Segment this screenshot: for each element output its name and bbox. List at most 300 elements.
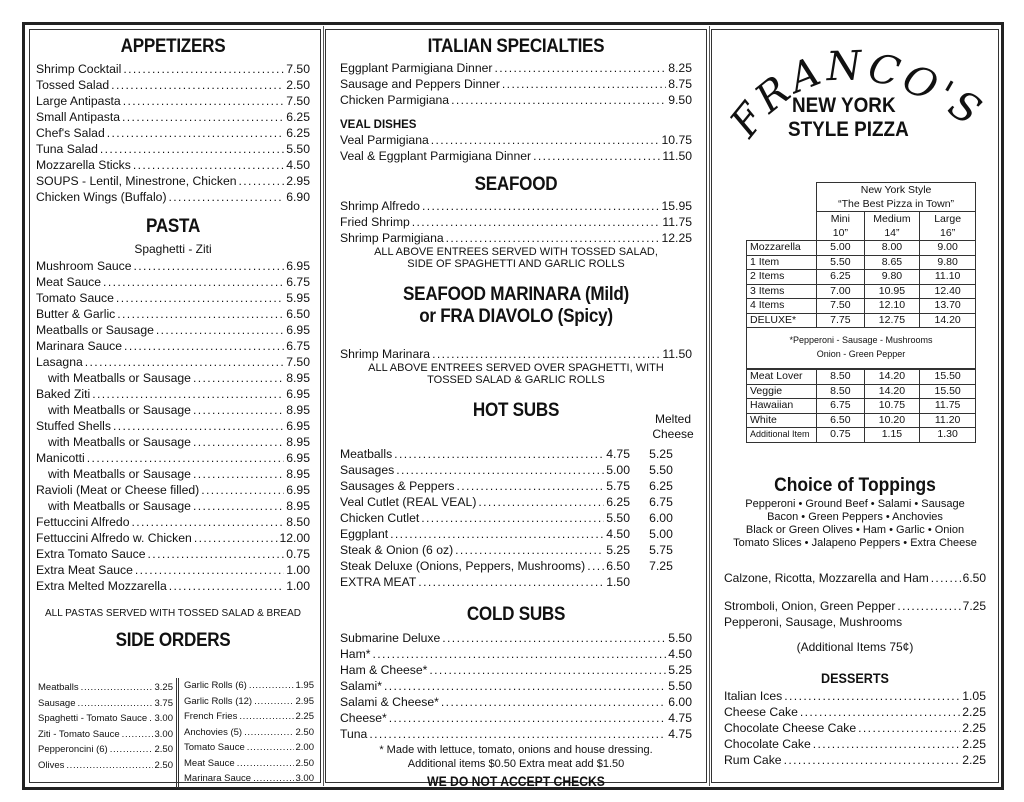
menu-item bbox=[36, 338, 310, 354]
item-name: Veal Parmigiana bbox=[340, 133, 429, 147]
menu-item bbox=[38, 742, 173, 758]
item-price: 6.95 bbox=[286, 259, 310, 273]
pizza-row bbox=[747, 284, 976, 299]
dot-leader bbox=[193, 434, 284, 450]
dot-leader bbox=[431, 132, 660, 148]
item-name: Ravioli (Meat or Cheese filled) bbox=[36, 483, 200, 497]
pasta-heading: PASTA bbox=[145, 216, 201, 237]
right-column bbox=[711, 29, 999, 783]
menu-item bbox=[36, 274, 310, 290]
menu-item bbox=[36, 189, 310, 205]
dot-leader bbox=[134, 258, 285, 274]
melted-cheese-price: 6.75 bbox=[649, 495, 673, 509]
marinara-heading-2: or FRA DIAVOLO (Spicy) bbox=[419, 306, 613, 327]
dot-leader bbox=[156, 322, 284, 338]
menu-item bbox=[340, 558, 692, 574]
item-name: Salami* bbox=[340, 679, 382, 693]
item-name: Fried Shrimp bbox=[340, 215, 410, 229]
item-price: 0.75 bbox=[286, 547, 310, 561]
cold-subs-heading: COLD SUBS bbox=[466, 604, 566, 625]
toppings-heading: Choice of Toppings bbox=[774, 475, 936, 496]
dot-leader bbox=[390, 526, 604, 542]
item-name: Manicotti bbox=[36, 451, 85, 465]
item-name: SOUPS - Lentil, Minestrone, Chicken bbox=[36, 174, 237, 188]
melted-cheese-price: 6.00 bbox=[649, 511, 673, 525]
pizza-price: 9.80 bbox=[920, 255, 976, 270]
menu-item bbox=[38, 758, 173, 774]
dot-leader bbox=[193, 370, 284, 386]
menu-item bbox=[340, 230, 692, 246]
pizza-row bbox=[747, 370, 976, 385]
dot-leader bbox=[169, 578, 285, 594]
side-orders-heading: SIDE ORDERS bbox=[115, 630, 231, 651]
pizza-row-label: 2 Items bbox=[747, 270, 817, 285]
menu-item bbox=[38, 696, 173, 712]
dot-leader bbox=[123, 61, 284, 77]
dot-leader bbox=[858, 720, 960, 736]
pizza-price-table bbox=[746, 182, 976, 443]
item-name: Meatballs bbox=[340, 447, 393, 461]
menu-item bbox=[724, 720, 986, 736]
pizza-price: 10.95 bbox=[864, 284, 920, 299]
dot-leader bbox=[135, 562, 284, 578]
item-name: Cheese* bbox=[340, 711, 387, 725]
item-price: 6.25 bbox=[286, 110, 310, 124]
deluxe-note-1: *Pepperoni - Sausage - Mushrooms bbox=[789, 335, 933, 345]
dot-leader bbox=[254, 694, 293, 710]
item-name: Shrimp Marinara bbox=[340, 347, 431, 361]
menu-item bbox=[36, 466, 310, 482]
item-price: 2.50 bbox=[295, 757, 314, 769]
item-name: Anchovies (5) bbox=[184, 726, 243, 738]
item-price: 12.00 bbox=[279, 531, 310, 545]
item-name: Rum Cake bbox=[724, 753, 782, 767]
pizza-price: 8.00 bbox=[864, 241, 920, 256]
item-price: 6.00 bbox=[668, 695, 692, 709]
pizza-price: 11.20 bbox=[920, 413, 976, 428]
dot-leader bbox=[442, 630, 666, 646]
menu-item bbox=[38, 711, 173, 727]
item-price: 2.95 bbox=[286, 174, 310, 188]
dot-leader bbox=[247, 740, 294, 756]
item-name: Tuna Salad bbox=[36, 142, 98, 156]
toppings-line-2: Bacon • Green Peppers • Anchovies bbox=[767, 511, 943, 523]
menu-item bbox=[36, 546, 310, 562]
left-column bbox=[29, 29, 321, 783]
pizza-row-label: Mozzarella bbox=[747, 241, 817, 256]
pizza-price: 10.20 bbox=[864, 413, 920, 428]
item-price: 3.75 bbox=[154, 697, 173, 709]
item-price: 5.50 bbox=[668, 679, 692, 693]
item-name: Shrimp Cocktail bbox=[36, 62, 122, 76]
appetizers-heading: APPETIZERS bbox=[120, 36, 226, 57]
menu-item bbox=[36, 125, 310, 141]
pizza-row-label: Meat Lover bbox=[747, 370, 817, 385]
menu-item bbox=[340, 710, 692, 726]
item-name: Marinara Sauce bbox=[36, 339, 123, 353]
menu-item bbox=[340, 92, 692, 108]
pizza-price: 12.75 bbox=[864, 313, 920, 328]
marinara-note-1: ALL ABOVE ENTREES SERVED OVER SPAGHETTI, WITH bbox=[368, 362, 664, 374]
size-inches: 10” bbox=[817, 226, 864, 241]
item-price: 6.95 bbox=[286, 483, 310, 497]
dot-leader bbox=[253, 771, 293, 787]
item-price: 4.50 bbox=[286, 158, 310, 172]
pizza-price: 8.50 bbox=[817, 384, 864, 399]
item-name: Mushroom Sauce bbox=[36, 259, 132, 273]
dot-leader bbox=[78, 696, 153, 712]
additional-items-note: (Additional Items 75¢) bbox=[796, 640, 914, 654]
menu-item bbox=[36, 370, 310, 386]
menu-item bbox=[36, 61, 310, 77]
item-name: Tossed Salad bbox=[36, 78, 110, 92]
menu-item bbox=[36, 578, 310, 594]
item-name: Butter & Garlic bbox=[36, 307, 116, 321]
veal-list bbox=[340, 132, 692, 164]
menu-item bbox=[184, 771, 314, 787]
dot-leader bbox=[533, 148, 660, 164]
dot-leader bbox=[194, 530, 278, 546]
menu-item bbox=[724, 688, 986, 704]
item-name: with Meatballs or Sausage bbox=[48, 435, 191, 449]
menu-item bbox=[340, 678, 692, 694]
menu-item bbox=[36, 77, 310, 93]
dot-leader bbox=[239, 709, 293, 725]
item-price: 5.50 bbox=[286, 142, 310, 156]
pizza-price: 12.10 bbox=[864, 299, 920, 314]
item-price: 8.95 bbox=[286, 467, 310, 481]
pizza-table-head-2: “The Best Pizza in Town” bbox=[817, 197, 976, 212]
pizza-price: 5.50 bbox=[817, 255, 864, 270]
pizza-row bbox=[747, 299, 976, 314]
item-price: 2.95 bbox=[295, 695, 314, 707]
brand-name: FRANCO'S bbox=[721, 42, 993, 146]
item-name: Eggplant bbox=[340, 527, 389, 541]
item-price: 2.50 bbox=[154, 759, 173, 771]
item-price: 3.25 bbox=[154, 682, 173, 693]
menu-item bbox=[340, 662, 692, 678]
menu-sheet bbox=[22, 22, 1004, 790]
dot-leader bbox=[249, 678, 294, 694]
item-name: Chicken Wings (Buffalo) bbox=[36, 190, 167, 204]
brand-logo bbox=[712, 30, 1000, 160]
brand-line-1: NEW YORK bbox=[792, 94, 896, 117]
menu-item bbox=[36, 322, 310, 338]
item-name: Large Antipasta bbox=[36, 94, 121, 108]
pizza-row-label: 4 Items bbox=[747, 299, 817, 314]
item-price: 4.50 bbox=[668, 647, 692, 661]
pasta-subtitle: Spaghetti - Ziti bbox=[134, 242, 212, 256]
menu-item bbox=[340, 132, 692, 148]
veal-heading: VEAL DISHES bbox=[340, 119, 417, 131]
item-price: 1.95 bbox=[295, 680, 314, 691]
pasta-list bbox=[36, 258, 310, 594]
dot-leader bbox=[237, 756, 294, 772]
item-price: 11.75 bbox=[662, 215, 692, 229]
item-price: 3.00 bbox=[295, 773, 314, 784]
dot-leader bbox=[124, 338, 284, 354]
item-price: 2.50 bbox=[295, 726, 314, 738]
menu-item bbox=[340, 694, 692, 710]
item-price: 11.50 bbox=[662, 347, 692, 361]
item-name: Steak & Onion (6 oz) bbox=[340, 543, 454, 557]
menu-item bbox=[340, 462, 692, 478]
item-name: with Meatballs or Sausage bbox=[48, 467, 191, 481]
deluxe-note-2: Onion - Green Pepper bbox=[816, 349, 906, 359]
pizza-price: 7.50 bbox=[817, 299, 864, 314]
menu-item bbox=[340, 214, 692, 230]
pizza-price: 15.50 bbox=[920, 370, 976, 385]
item-name: Meatballs or Sausage bbox=[36, 323, 154, 337]
pizza-price: 9.80 bbox=[864, 270, 920, 285]
item-name: Tomato Sauce bbox=[36, 291, 114, 305]
size-name: Large bbox=[920, 212, 976, 227]
dot-leader bbox=[107, 125, 285, 141]
dot-leader bbox=[784, 752, 961, 768]
item-price: 5.75 bbox=[606, 479, 630, 493]
dot-leader bbox=[432, 346, 660, 362]
menu-item bbox=[36, 482, 310, 498]
item-name: Chocolate Cheese Cake bbox=[724, 721, 857, 735]
menu-item bbox=[36, 386, 310, 402]
dot-leader bbox=[122, 109, 284, 125]
item-price: 1.50 bbox=[606, 575, 630, 589]
size-name: Mini bbox=[817, 212, 864, 227]
menu-item bbox=[724, 704, 986, 720]
menu-item bbox=[340, 574, 692, 590]
dot-leader bbox=[446, 230, 660, 246]
dot-leader bbox=[800, 704, 960, 720]
item-price: 6.95 bbox=[286, 323, 310, 337]
dot-leader bbox=[451, 92, 666, 108]
dot-leader bbox=[193, 402, 284, 418]
hot-subs-heading: HOT SUBS bbox=[472, 400, 560, 421]
item-price: 8.50 bbox=[286, 515, 310, 529]
item-name: Mozzarella Sticks bbox=[36, 158, 131, 172]
melted-cheese-label-1: Melted bbox=[654, 412, 692, 426]
dot-leader bbox=[369, 726, 666, 742]
item-name: Fettuccini Alfredo w. Chicken bbox=[36, 531, 192, 545]
item-price: 8.25 bbox=[668, 61, 692, 75]
item-price: 8.95 bbox=[286, 499, 310, 513]
item-price: 3.00 bbox=[154, 728, 173, 740]
dot-leader bbox=[111, 77, 284, 93]
pizza-price: 7.00 bbox=[817, 284, 864, 299]
pizza-price: 14.20 bbox=[864, 384, 920, 399]
item-name: Tomato Sauce bbox=[184, 742, 245, 753]
side-orders-divider bbox=[176, 678, 179, 788]
italian-list bbox=[340, 60, 692, 108]
item-name: Fettuccini Alfredo bbox=[36, 515, 130, 529]
menu-item bbox=[340, 630, 692, 646]
item-name: Sausage bbox=[38, 697, 76, 709]
item-price: 2.25 bbox=[962, 737, 986, 751]
menu-item bbox=[184, 725, 314, 741]
cold-subs-note-2: Additional items $0.50 Extra meat add $1.50 bbox=[407, 758, 625, 770]
item-price: 7.50 bbox=[286, 62, 310, 76]
item-price: 2.25 bbox=[962, 753, 986, 767]
item-price: 1.00 bbox=[286, 579, 310, 593]
menu-item bbox=[36, 434, 310, 450]
side-orders-left bbox=[38, 680, 173, 773]
pizza-row bbox=[747, 241, 976, 256]
pizza-row-label: DELUXE* bbox=[747, 313, 817, 328]
menu-item bbox=[36, 530, 310, 546]
item-name: French Fries bbox=[184, 711, 238, 722]
menu-item bbox=[36, 258, 310, 274]
menu-item bbox=[340, 346, 692, 362]
dot-leader bbox=[455, 542, 604, 558]
menu-item bbox=[36, 109, 310, 125]
item-name: Extra Tomato Sauce bbox=[36, 547, 146, 561]
item-name: Garlic Rolls (12) bbox=[184, 695, 253, 707]
menu-item bbox=[184, 678, 314, 694]
item-price: 5.50 bbox=[606, 511, 630, 525]
pizza-table-head-1: New York Style bbox=[817, 183, 976, 198]
item-name: Cheese Cake bbox=[724, 705, 798, 719]
menu-item bbox=[340, 542, 692, 558]
pizza-price: 13.70 bbox=[920, 299, 976, 314]
pizza-price: 8.65 bbox=[864, 255, 920, 270]
italian-heading: ITALIAN SPECIALTIES bbox=[427, 36, 605, 57]
marinara-note-2: TOSSED SALAD & GARLIC ROLLS bbox=[427, 374, 605, 386]
pizza-price: 15.50 bbox=[920, 384, 976, 399]
melted-cheese-price: 5.00 bbox=[649, 527, 673, 541]
item-name: with Meatballs or Sausage bbox=[48, 499, 191, 513]
appetizers-list bbox=[36, 61, 310, 205]
desserts-list bbox=[724, 688, 986, 768]
item-name: Tuna bbox=[340, 727, 368, 741]
menu-item bbox=[36, 354, 310, 370]
item-price: 1.05 bbox=[962, 689, 986, 703]
item-price: 4.75 bbox=[668, 711, 692, 725]
item-name: Spaghetti - Tomato Sauce bbox=[38, 713, 148, 724]
item-name: Italian Ices bbox=[724, 689, 783, 703]
item-name: Garlic Rolls (6) bbox=[184, 680, 247, 691]
menu-item bbox=[36, 173, 310, 189]
marinara-heading-1: SEAFOOD MARINARA (Mild) bbox=[403, 284, 629, 305]
middle-column bbox=[325, 29, 707, 789]
item-name: Steak Deluxe (Onions, Peppers, Mushrooms) bbox=[340, 559, 586, 573]
item-price: 5.00 bbox=[606, 463, 630, 477]
item-price: 2.00 bbox=[295, 742, 314, 753]
pizza-row-label: 1 Item bbox=[747, 255, 817, 270]
menu-item bbox=[340, 76, 692, 92]
dot-leader bbox=[372, 646, 666, 662]
item-name: with Meatballs or Sausage bbox=[48, 403, 191, 417]
item-name: Stuffed Shells bbox=[36, 419, 111, 433]
menu-item bbox=[724, 736, 986, 752]
item-name: Chicken Cutlet bbox=[340, 511, 420, 525]
menu-item bbox=[340, 494, 692, 510]
item-price: 2.50 bbox=[286, 78, 310, 92]
dot-leader bbox=[149, 711, 152, 727]
menu-item bbox=[184, 740, 314, 756]
item-name: Ziti - Tomato Sauce bbox=[38, 728, 120, 740]
item-price: 6.95 bbox=[286, 387, 310, 401]
dot-leader bbox=[384, 678, 666, 694]
dot-leader bbox=[813, 736, 961, 752]
dot-leader bbox=[116, 290, 284, 306]
dot-leader bbox=[100, 141, 284, 157]
menu-item bbox=[36, 418, 310, 434]
menu-item bbox=[340, 510, 692, 526]
item-price: 2.25 bbox=[295, 711, 314, 722]
dot-leader bbox=[389, 710, 667, 726]
dot-leader bbox=[201, 482, 284, 498]
seafood-list bbox=[340, 198, 692, 246]
item-price: 2.50 bbox=[154, 744, 173, 755]
dot-leader bbox=[193, 498, 284, 514]
item-name: Ham* bbox=[340, 647, 371, 661]
item-name: Sausages bbox=[340, 463, 395, 477]
menu-item bbox=[184, 709, 314, 725]
item-name: Pepperoncini (6) bbox=[38, 744, 108, 755]
pizza-row bbox=[747, 270, 976, 285]
item-name: Extra Melted Mozzarella bbox=[36, 579, 167, 593]
menu-item bbox=[38, 727, 173, 743]
dot-leader bbox=[193, 466, 284, 482]
pizza-price: 7.75 bbox=[817, 313, 864, 328]
menu-item bbox=[36, 141, 310, 157]
item-price: 8.95 bbox=[286, 371, 310, 385]
menu-item bbox=[340, 646, 692, 662]
pizza-price: 0.75 bbox=[817, 428, 864, 443]
pizza-row bbox=[747, 384, 976, 399]
dot-leader bbox=[117, 306, 284, 322]
menu-item bbox=[184, 694, 314, 710]
pizza-price: 9.00 bbox=[920, 241, 976, 256]
item-name: Ham & Cheese* bbox=[340, 663, 428, 677]
hot-subs-list bbox=[340, 446, 692, 590]
item-name: Small Antipasta bbox=[36, 110, 121, 124]
desserts-heading: DESSERTS bbox=[821, 670, 889, 686]
item-price: 1.00 bbox=[286, 563, 310, 577]
menu-item bbox=[340, 526, 692, 542]
pizza-price: 11.10 bbox=[920, 270, 976, 285]
item-price: 15.95 bbox=[661, 199, 692, 213]
item-price: 5.25 bbox=[668, 663, 692, 677]
item-price: 6.50 bbox=[606, 559, 630, 573]
pizza-row-label: Veggie bbox=[747, 384, 817, 399]
dot-leader bbox=[502, 76, 666, 92]
item-price: 8.95 bbox=[286, 403, 310, 417]
pizza-price: 6.25 bbox=[817, 270, 864, 285]
cold-subs-list bbox=[340, 630, 692, 742]
melted-cheese-price: 5.75 bbox=[649, 543, 673, 557]
dot-leader bbox=[396, 462, 604, 478]
dot-leader bbox=[494, 60, 666, 76]
menu-item bbox=[36, 514, 310, 530]
item-price: 6.75 bbox=[286, 339, 310, 353]
item-price: 6.95 bbox=[286, 419, 310, 433]
pizza-row-label: Additional Item bbox=[747, 428, 817, 443]
item-price: 4.75 bbox=[668, 727, 692, 741]
toppings-line-3: Black or Green Olives • Ham • Garlic • Onion bbox=[745, 524, 965, 536]
menu-item bbox=[36, 450, 310, 466]
dot-leader bbox=[478, 494, 604, 510]
item-price: 10.75 bbox=[661, 133, 692, 147]
item-name: Chicken Parmigiana bbox=[340, 93, 450, 107]
item-name: Shrimp Parmigiana bbox=[340, 231, 444, 245]
dot-leader bbox=[92, 386, 284, 402]
marinara-list bbox=[340, 346, 692, 362]
pizza-row bbox=[747, 428, 976, 443]
menu-item bbox=[724, 752, 986, 768]
dot-leader bbox=[85, 354, 285, 370]
item-price: 2.25 bbox=[962, 721, 986, 735]
pizza-price: 11.75 bbox=[920, 399, 976, 414]
